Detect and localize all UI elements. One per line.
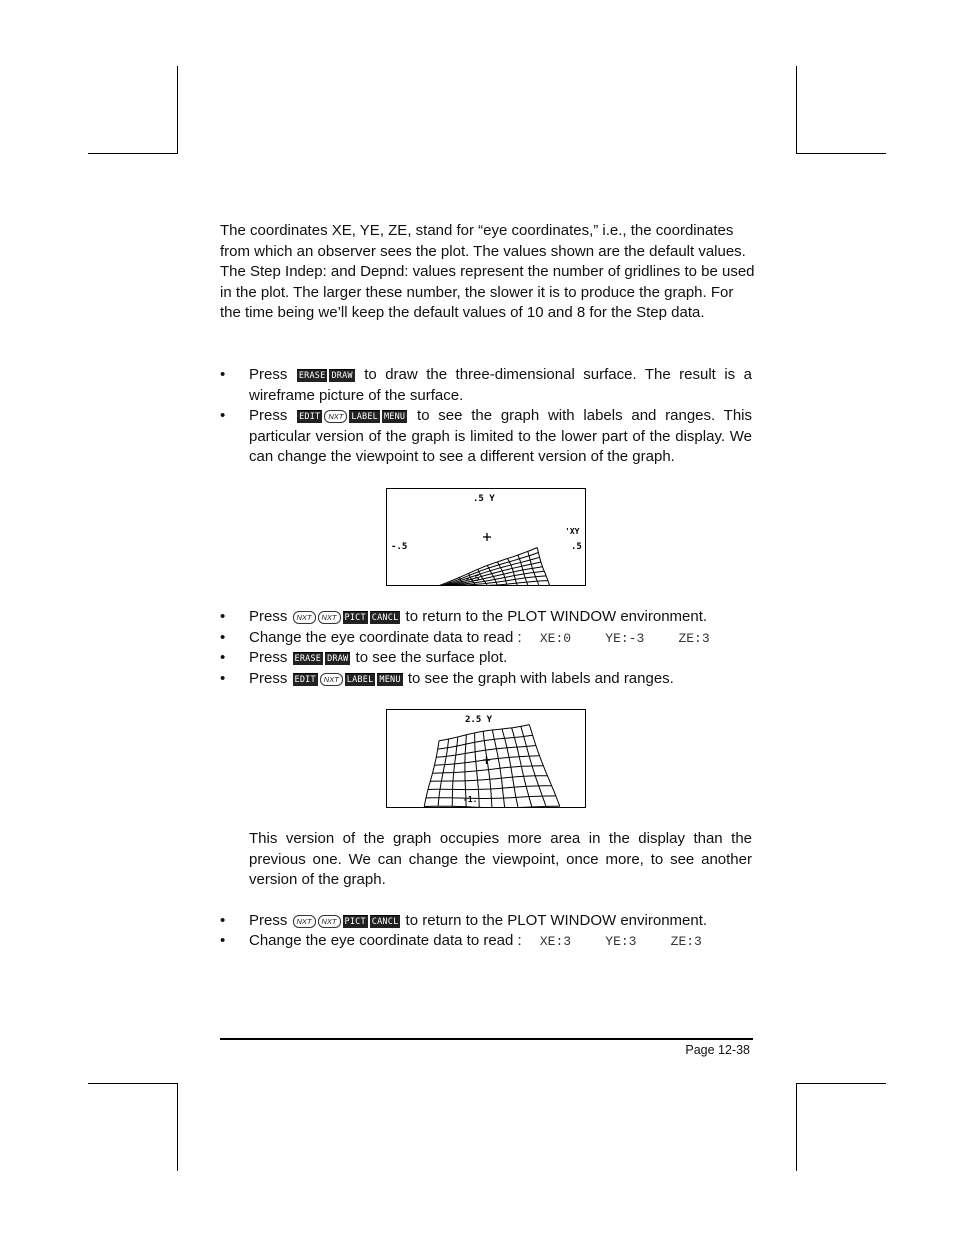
label-key: LABEL	[351, 412, 378, 422]
bullet-icon: •	[220, 608, 226, 625]
bullet-icon: •	[220, 932, 226, 949]
list-item	[220, 911, 752, 932]
wireframe-plot-2	[387, 710, 585, 807]
instruction-text: Change the eye coordinate data to read :	[249, 629, 522, 646]
axis-label-bottom: -.5	[465, 574, 480, 583]
axis-label-right: .5	[571, 542, 582, 552]
axis-label-left: -.5	[391, 542, 408, 552]
list-item	[220, 365, 752, 406]
crop-mark	[796, 1083, 886, 1084]
crop-mark	[796, 66, 797, 154]
crop-mark	[796, 153, 886, 154]
press-label: Press	[249, 407, 288, 424]
crop-mark	[796, 1083, 797, 1171]
press-label: Press	[249, 608, 288, 625]
crosshair-icon	[483, 533, 491, 541]
nxt-key: NXT	[320, 673, 343, 686]
list-item	[220, 628, 752, 650]
pict-key: PICT	[344, 613, 366, 623]
press-label: Press	[249, 649, 288, 666]
axis-label-top: 2.5 Y	[465, 715, 493, 725]
paragraph-text: This version of the graph occupies more area in the display than the previous one. We can change the viewpoint, once more, to see another version of the graph.	[249, 830, 752, 888]
surface-wireframe	[424, 725, 560, 807]
instruction-text: to return to the PLOT WINDOW environment.	[401, 608, 708, 625]
crop-mark	[88, 1083, 178, 1084]
erase-key: ERASE	[294, 654, 322, 664]
edit-key: EDIT	[299, 412, 321, 422]
edit-key: EDIT	[294, 675, 316, 685]
draw-key: DRAW	[331, 371, 353, 381]
instruction-text: to draw the three-dimensional surface. The result is a wireframe picture of the surface.	[249, 366, 753, 404]
menu-key: MENU	[383, 412, 406, 422]
nxt-key: NXT	[293, 611, 316, 624]
grid-line	[424, 741, 439, 807]
pict-key: PICT	[344, 917, 366, 927]
calculator-screen-2	[386, 709, 586, 808]
nxt-key: NXT	[318, 611, 341, 624]
grid-line	[428, 786, 552, 790]
code-ye: YE:-3	[605, 631, 645, 646]
wireframe-plot-1	[387, 489, 585, 585]
crop-mark	[88, 153, 178, 154]
draw-key: DRAW	[327, 654, 349, 664]
code-xe: XE:0	[539, 631, 572, 646]
list-item	[220, 648, 752, 669]
nxt-key: NXT	[324, 410, 347, 423]
list-item	[220, 607, 752, 628]
crop-mark	[177, 1083, 178, 1171]
bullet-icon: •	[220, 366, 226, 383]
grid-line	[512, 728, 532, 807]
intro-paragraph: The coordinates XE, YE, ZE, stand for “eye coordinates,” i.e., the coordinates from which an observer sees the plot. The values shown are the default values. The Step Indep: and Depnd: values represent the number of gridlines to be used in the plot. The larger these number, the slower it is to produce the graph. For the time being we’ll keep the default values of 10 and 8 for the Step data.	[220, 222, 755, 321]
instruction-text: to return to the PLOT WINDOW environment.	[401, 912, 708, 929]
menu-key: MENU	[379, 675, 401, 685]
grid-line	[537, 548, 549, 586]
bullet-icon: •	[220, 629, 226, 646]
instruction-text: Change the eye coordinate data to read :	[249, 932, 522, 949]
list-item	[220, 931, 752, 953]
nxt-key: NXT	[293, 915, 316, 928]
axis-label-xy: 'XY	[565, 527, 580, 536]
calculator-screen-1	[386, 488, 586, 586]
press-label: Press	[249, 670, 288, 687]
cancl-key: CANCL	[371, 917, 399, 927]
nxt-key: NXT	[318, 915, 341, 928]
list-item	[220, 669, 752, 690]
axis-label-top: .5 Y	[473, 494, 495, 504]
surface-wireframe	[439, 548, 550, 586]
press-label: Press	[249, 366, 288, 383]
label-key: LABEL	[346, 675, 374, 685]
cancl-key: CANCL	[371, 613, 399, 623]
page-number: Page 12-38	[685, 1043, 750, 1057]
instruction-text: to see the graph with labels and ranges. This particular version of the graph is limited to the lower part of the display. We can change the viewpoint to see a different version of the graph.	[249, 407, 752, 465]
instruction-text: to see the graph with labels and ranges.	[403, 670, 674, 687]
axis-label-bottom: -1.	[463, 795, 478, 804]
list-item	[220, 406, 752, 468]
bullet-icon: •	[220, 407, 226, 424]
paragraph-2	[220, 829, 752, 891]
bullet-icon: •	[220, 649, 226, 666]
press-label: Press	[249, 912, 288, 929]
bullet-icon: •	[220, 912, 226, 929]
footer-rule	[220, 1038, 753, 1040]
code-xe: XE:3	[539, 934, 572, 949]
grid-line	[529, 725, 560, 807]
code-ze: ZE:3	[678, 631, 710, 646]
code-ze: ZE:3	[670, 934, 702, 949]
bullet-icon: •	[220, 670, 226, 687]
crop-mark	[177, 66, 178, 154]
erase-key: ERASE	[298, 371, 326, 381]
instruction-text: to see the surface plot.	[351, 649, 508, 666]
code-ye: YE:3	[605, 934, 637, 949]
grid-line	[430, 776, 547, 782]
